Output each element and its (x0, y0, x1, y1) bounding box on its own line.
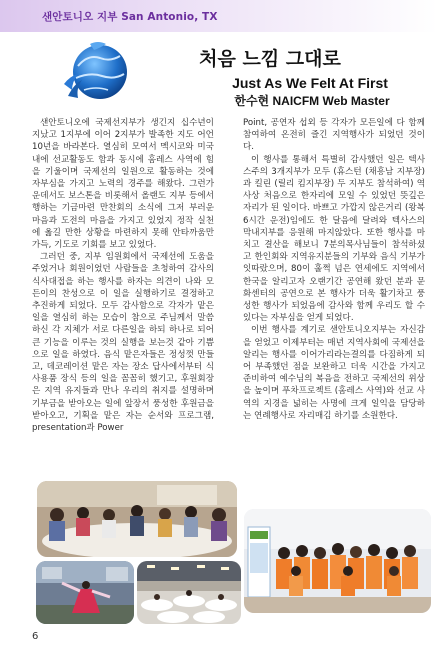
korean-dancer-photo (36, 561, 134, 624)
article-subtitle: Just As We Felt At First (232, 75, 388, 91)
paragraph: 샌안토니오에 국제선지부가 생긴지 십수년이 지났고 1지부에 이어 2지부가 발족한 지도 어언 10년을 바라본다. 열심히 모여서 멕시코와 미국내에 선교활동도 함과 동시에 홈레스 사역에 힘을 기울이며 국제선의 일원으로 활동하는 것에 자부심을 가지고 노력의 경주를 해왔다. 그런가운데서도 보스톤을 비롯해서 올랜도 지부 등에서 행하는 기금마련 만찬회의 소식에 그저 부러운 마음과 도전의 마음을 가지고 있었지 정작 실천에 옮길 만한 상황을 마련하지 못해 안타까움만 가득, 기도로 기회를 보고 있었다. (32, 118, 214, 251)
article-column-right (243, 117, 425, 499)
article-column-left (32, 117, 214, 499)
paragraph: Point, 공연자 섭외 등 각자가 모든일에 다 함께 참여하여 온전히 즐긴 지역행사가 되었던 것이다. (243, 118, 425, 153)
paragraph: 그러던 중, 지부 임원회에서 국제선에 도움을 주었거나 회원이었던 사람들을 초청하여 감사의 식사대접을 하는 행사를 하자는 의견이 나와 모든이의 찬성으로 이 일을 실행하기로 결정하고 추진하게 되었다. 모두 감사함으로 각자가 맡은 일을 열심히 하는 모습이 참으로 주님께서 말씀하신 각 지체가 서로 다른일을 하되 하나로 되어 큰 기능을 이루는 것의 실행을 보는것 같아 기쁨으로 일을 하였다. 음식 맡은자들은 정성껏 만들고, 데코레이션 맡은 자는 장소 답사에서부터 식사용품 장식 등의 일을 꼼꼼히 했기고, 후원회장은 지역 유지들과 만나 우리의 취지를 설명하며 기부금을 받아오는 일에 앞장서 풍성한 후원금을 받아오고, 기획을 맡은 자는 순서와 프로그램, presentation과 Power (32, 252, 214, 434)
chapter-header: 샌안토니오 지부 San Antonio, TX (42, 11, 218, 23)
article-author: 한수현 NAICFM Web Master (234, 94, 390, 108)
article-title: 처음 느낌 그대로 (199, 48, 341, 70)
paragraph: 이번 행사를 계기로 샌안토니오지부는 자신감을 얻었고 이제부터는 매년 지역사회에 국제선을 알리는 행사를 이어가리라는결의를 다짐하게 되어 부족했던 점을 보완하고 더욱 시간을 가지고 준비하여 예수님의 복음을 전하고 국제선의 위상을 높이며 푸차프로젝트 (홈레스 사역)와 선교 사역의 지경을 넓히는 사명에 크게 일익을 담당하는 연례행사로 자리매김 하기를 소원한다. (243, 325, 425, 421)
page-number: 6 (32, 631, 39, 642)
globe-logo-icon (60, 36, 134, 110)
banquet-hall-photo (137, 561, 241, 624)
dinner-banquet-photo (37, 481, 237, 557)
group-orange-shirts-photo (244, 509, 431, 613)
paragraph: 이 행사를 통해서 특별히 감사했던 일은 텍사스주의 3개지부가 모두 (휴스턴 (채흥남 지부장)과 킬린 (릴리 킴지부장) 두 지부도 참석하여) 역사상 처음으로 한자리에 모일 수 있었던 뜻깊은 자리가 된 일이다. 바쁘고 가깝지 않은거리 (왕복6시간 운전)임에도 한 달음에 달려와 텍사스의 막내지부를 응원해 마지않았다. 또한 행사를 마치고 결산을 해보니 7분의목사님들이 참석하셨고 한인회와 지역유지분들의 기부와 음식 기부가 잇따랐으며, 80이 훌쩍 넘은 연세에도 지역에서 한국을 알리고자 오랜기간 공연해 왔던 분과 문화센터의 공연으로 본 행사가 더욱 활기차고 풍성한 행사가 되었음에 감사와 함께 우리도 할 수있다는 자부심을 얻게 되었다. (243, 154, 425, 324)
